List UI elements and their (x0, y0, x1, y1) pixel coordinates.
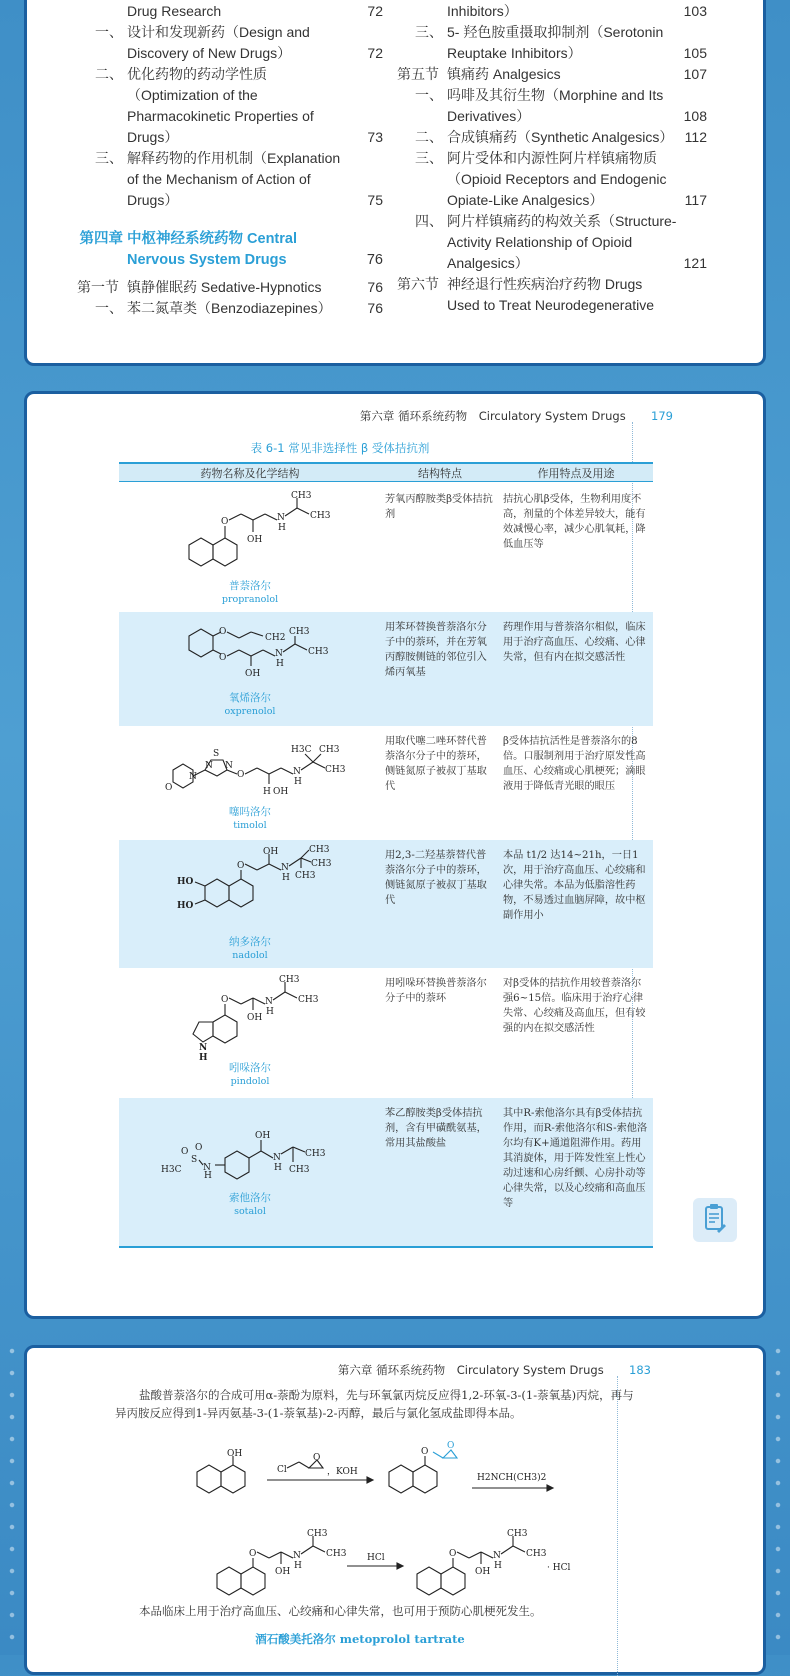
svg-text:CH3: CH3 (325, 765, 346, 775)
svg-text:N: N (203, 1163, 211, 1173)
toc-entry-title: 阿片样镇痛药的构效关系（Structure-Activity Relationship of Opioid Analgesics） (447, 213, 677, 271)
toc-entry[interactable] (397, 211, 707, 274)
toc-entry-page: 76 (367, 300, 383, 316)
svg-text:H: H (278, 523, 286, 533)
toc-right-column (397, 1, 707, 316)
toc-entry-marker: 第六节 (397, 276, 439, 292)
svg-text:CH3: CH3 (305, 1149, 326, 1159)
svg-text:O: O (237, 861, 245, 871)
table-title: 表 6-1 常见非选择性 β 受体拮抗剂 (250, 441, 430, 455)
toc-entry[interactable] (397, 1, 707, 22)
toc-entry-title: 中枢神经系统药物 Central Nervous System Drugs (127, 231, 297, 268)
svg-text:N: N (281, 863, 289, 873)
section-heading: 酒石酸美托洛尔 metoprolol tartrate (255, 1632, 465, 1646)
drug-name-en: oxprenolol (224, 706, 276, 717)
svg-text:O: O (449, 1549, 457, 1559)
svg-text:O: O (221, 995, 229, 1005)
toc-entry-page: 76 (366, 252, 383, 268)
uses-cell: β受体拮抗活性是普萘洛尔的8倍。口服制剂用于治疗原发性高血压、心绞痛或心肌梗死；滴眼液用于降低青光眼的眼压 (503, 736, 646, 792)
synthesis-page-card (24, 1345, 766, 1675)
structure-cell (119, 484, 381, 612)
toc-page-card (24, 0, 766, 366)
toc-entry-marker: 四、 (415, 213, 443, 229)
drug-name-en: propranolol (221, 594, 279, 605)
toc-entry-title: 优化药物的药动学性质（Optimization of the Pharmacokinetic Properties of Drugs） (127, 66, 314, 145)
svg-text:OH: OH (247, 535, 263, 545)
svg-text:O: O (447, 1441, 455, 1451)
toc-entry-title: 合成镇痛药（Synthetic Analgesics） (447, 129, 674, 145)
features-cell: 芳氧丙醇胺类β受体拮抗剂 (385, 494, 493, 520)
svg-text:OH: OH (273, 787, 289, 797)
svg-text:OH: OH (227, 1449, 243, 1459)
svg-text:O: O (165, 783, 173, 793)
reagent-hcl: HCl (367, 1553, 385, 1563)
toc-entry-marker: 二、 (95, 66, 123, 82)
toc-entry-marker: 一、 (95, 24, 123, 40)
toc-entry-title: 阿片受体和内源性阿片样镇痛物质（Opioid Receptors and Endogenic Opiate-Like Analgesics） (447, 150, 667, 208)
table-row (119, 968, 653, 1098)
toc-entry[interactable] (77, 229, 383, 271)
drug-name-cn: 吲哚洛尔 (229, 1062, 271, 1074)
svg-text:CH3: CH3 (309, 845, 330, 855)
svg-text:H: H (294, 777, 302, 787)
toc-entry-page: 105 (683, 45, 707, 61)
decorative-dots (8, 1340, 16, 1655)
drug-name-en: nadolol (232, 950, 268, 961)
toc-entry-title: Drug Research (127, 3, 222, 19)
svg-text:CH3: CH3 (311, 859, 332, 869)
toc-entry-title: 镇静催眠药 Sedative-Hypnotics (127, 279, 322, 295)
table-row (119, 840, 653, 968)
svg-text:H: H (294, 1561, 302, 1571)
running-head-english: Circulatory System Drugs (478, 409, 626, 423)
svg-text:OH: OH (263, 847, 279, 857)
svg-text:CH3: CH3 (307, 1529, 328, 1539)
table-bottom-rule (119, 1246, 653, 1248)
toc-left-column (77, 1, 383, 319)
toc-entry-page: 121 (683, 255, 707, 271)
toc-entry-page: 76 (367, 279, 383, 295)
svg-text:CH3: CH3 (326, 1549, 347, 1559)
svg-text:N: N (189, 772, 197, 782)
nadolol-structure (159, 846, 359, 936)
toc-entry-title: 吗啡及其衍生物（Morphine and Its Derivatives） (447, 87, 664, 124)
toc-entry-page: 75 (367, 192, 383, 208)
svg-text:OH: OH (245, 669, 261, 679)
uses-cell: 药理作用与普萘洛尔相似，临床用于治疗高血压、心绞痛、心律失常，但有内在拟交感活性 (503, 622, 646, 663)
table-row (119, 1098, 653, 1246)
header-structure: 药物名称及化学结构 (200, 466, 300, 480)
table-row (119, 726, 653, 840)
table-row (119, 484, 653, 612)
svg-text:OH: OH (275, 1567, 291, 1577)
svg-text:O: O (313, 1453, 321, 1463)
drug-name-cn: 噻吗洛尔 (229, 806, 271, 818)
toc-entry-marker: 二、 (415, 129, 443, 145)
svg-text:HO: HO (177, 877, 194, 887)
svg-text:H: H (199, 1053, 208, 1063)
hcl-salt-label: · HCl (547, 1563, 571, 1573)
svg-text:O: O (181, 1147, 189, 1157)
toc-entry-marker: 一、 (95, 300, 123, 316)
svg-text:CH3: CH3 (298, 995, 319, 1005)
toc-entry-page: 108 (683, 108, 707, 124)
structure-cell (119, 840, 381, 968)
svg-text:N: N (493, 1551, 501, 1561)
toc-entry[interactable] (397, 274, 707, 316)
drug-name-cn: 纳多洛尔 (229, 936, 271, 948)
svg-text:OH: OH (255, 1131, 271, 1141)
toc-entry-title: 苯二氮䓬类（Benzodiazepines） (127, 300, 332, 316)
svg-text:N: N (275, 649, 283, 659)
svg-text:CH3: CH3 (308, 647, 329, 657)
header-uses: 作用特点及用途 (537, 466, 615, 480)
toc-entry-page: 72 (367, 45, 383, 61)
toc-entry[interactable] (77, 1, 383, 22)
header-features: 结构特点 (418, 466, 462, 480)
svg-text:CH3: CH3 (279, 975, 300, 985)
toc-entry-page: 107 (683, 66, 707, 82)
svg-text:CH3: CH3 (310, 511, 331, 521)
structure-cell (119, 612, 381, 726)
svg-text:CH3: CH3 (526, 1549, 547, 1559)
running-head (338, 1362, 651, 1378)
toc-entry[interactable] (77, 22, 383, 64)
running-head-english: Circulatory System Drugs (456, 1363, 604, 1377)
svg-text:O: O (237, 770, 245, 780)
toc-entry-marker: 三、 (415, 24, 443, 40)
toc-entry-marker: 第一节 (77, 279, 119, 295)
svg-text:H3C: H3C (291, 745, 312, 755)
drug-name-cn: 索他洛尔 (229, 1192, 271, 1204)
toc-entry-page: 112 (684, 129, 707, 145)
sotalol-structure (159, 1104, 379, 1204)
drug-name-cn: 氧烯洛尔 (229, 692, 271, 704)
toc-entry-title: 解释药物的作用机制（Explanation of the Mechanism of Action of Drugs） (127, 150, 341, 208)
running-head (360, 408, 673, 424)
running-head-chapter: 第六章 循环系统药物 (337, 1363, 446, 1377)
table-row (119, 612, 653, 726)
timolol-structure (159, 732, 379, 812)
svg-text:OH: OH (475, 1567, 491, 1577)
notepad-icon (693, 1198, 737, 1242)
toc-entry-title: Inhibitors） (447, 3, 518, 19)
beta-blocker-table (119, 462, 653, 1217)
toc-entry[interactable] (397, 148, 707, 211)
svg-text:O: O (221, 517, 229, 527)
svg-text:N: N (265, 997, 273, 1007)
toc-entry-title: 设计和发现新药（Design and Discovery of New Drugs） (127, 24, 310, 61)
toc-entry[interactable] (397, 127, 707, 148)
table-header-row (119, 462, 653, 482)
svg-text:OH: OH (247, 1013, 263, 1023)
toc-entry-marker: 第四章 (79, 231, 123, 247)
svg-text:CH3: CH3 (291, 491, 312, 501)
svg-text:H: H (263, 787, 271, 797)
svg-text:H3C: H3C (161, 1165, 182, 1175)
svg-text:S: S (191, 1155, 198, 1165)
reagent-koh: ，KOH (327, 1467, 358, 1477)
decorative-dots (774, 1340, 782, 1655)
svg-text:CH3: CH3 (507, 1529, 528, 1539)
drug-name-cn: 普萘洛尔 (229, 580, 271, 592)
svg-text:N: N (277, 513, 285, 523)
svg-text:N: N (199, 1043, 208, 1053)
svg-text:Cl: Cl (277, 1465, 287, 1475)
features-cell: 用苯环替换普萘洛尔分子中的萘环，并在芳氧丙醇胺侧链的邻位引入烯丙氧基 (385, 622, 487, 678)
drug-name-en: pindolol (230, 1076, 270, 1087)
svg-text:H: H (276, 659, 284, 669)
toc-entry[interactable] (77, 148, 383, 211)
page-number: 179 (651, 409, 673, 423)
toc-entry-title: 神经退行性疾病治疗药物 Drugs Used to Treat Neurodegenerative (447, 276, 655, 313)
reagent-isopropylamine: H2NCH(CH3)2 (477, 1473, 547, 1483)
svg-text:H: H (282, 873, 290, 883)
svg-text:N: N (273, 1153, 281, 1163)
svg-text:N: N (225, 761, 233, 771)
toc-entry-title: 镇痛药 Analgesics (447, 66, 561, 82)
svg-text:O: O (219, 653, 227, 663)
svg-text:O: O (219, 627, 227, 637)
toc-entry[interactable] (397, 64, 707, 85)
toc-entry-marker: 一、 (415, 87, 443, 103)
features-cell: 苯乙醇胺类β受体拮抗剂，含有甲磺酰氨基，常用其盐酸盐 (385, 1108, 487, 1149)
svg-text:N: N (293, 1551, 301, 1561)
toc-entry[interactable] (397, 22, 707, 64)
uses-cell: 本品 t1/2 达14~21h，一日1次，用于治疗高血压、心绞痛和心律失常。本品为低脂溶性药物，不易透过血脑屏障，故中枢副作用小 (503, 850, 646, 921)
running-head-chapter: 第六章 循环系统药物 (359, 409, 468, 423)
structure-cell (119, 726, 381, 840)
toc-entry-page: 103 (683, 3, 707, 19)
svg-text:O: O (421, 1447, 429, 1457)
propranolol-structure (159, 490, 359, 580)
svg-text:CH3: CH3 (289, 627, 310, 637)
toc-entry-marker: 第五节 (397, 66, 439, 82)
toc-entry-page: 117 (684, 192, 707, 208)
toc-entry[interactable] (77, 298, 383, 319)
svg-text:S: S (213, 749, 220, 759)
svg-text:CH3: CH3 (319, 745, 340, 755)
clinical-use-paragraph: 本品临床上用于治疗高血压、心绞痛和心律失常，也可用于预防心肌梗死发生。 (139, 1604, 542, 1618)
table-page-card (24, 391, 766, 1319)
svg-text:H: H (494, 1561, 502, 1571)
svg-text:N: N (293, 767, 301, 777)
toc-entry[interactable] (397, 85, 707, 127)
toc-entry[interactable] (77, 64, 383, 148)
oxprenolol-structure (159, 618, 359, 694)
uses-cell: 拮抗心肌β受体，生物利用度不高，剂量的个体差异较大，能有效减慢心率，减少心肌氧耗，降低血压等 (503, 494, 646, 550)
svg-text:H: H (266, 1007, 274, 1017)
toc-entry-marker: 三、 (415, 150, 443, 166)
svg-text:N: N (205, 761, 213, 771)
pindolol-structure (159, 974, 359, 1066)
svg-text:H: H (274, 1163, 282, 1173)
notes-button[interactable] (693, 1198, 737, 1242)
features-cell: 用取代噻二唑环替代普萘洛尔分子中的萘环，侧链氮原子被叔丁基取代 (385, 736, 487, 792)
features-cell: 用吲哚环替换普萘洛尔分子中的萘环 (385, 978, 487, 1004)
svg-text:H: H (204, 1171, 212, 1181)
toc-entry-page: 72 (367, 3, 383, 19)
page-number: 183 (629, 1363, 651, 1377)
svg-text:O: O (249, 1549, 257, 1559)
svg-text:HO: HO (177, 901, 194, 911)
toc-entry-title: 5- 羟色胺重摄取抑制剂（Serotonin Reuptake Inhibitors） (447, 24, 664, 61)
structure-cell (119, 1098, 381, 1246)
uses-cell: 其中R-索他洛尔具有β受体拮抗作用，而R-索他洛尔和S-索他洛尔均有K+通道阻滞作用。药用其消旋体，用于阵发性室上性心动过速和心房纤颤、心房扑动等心律失常，以及心绞痛和高血压等 (503, 1108, 648, 1209)
toc-entry-page: 73 (367, 129, 383, 145)
svg-text:CH3: CH3 (295, 871, 316, 881)
svg-text:O: O (195, 1143, 203, 1153)
synthesis-paragraph: 盐酸普萘洛尔的合成可用α-萘酚为原料，先与环氧氯丙烷反应得1,2-环氧-3-(1-萘氧基)丙烷，再与异丙胺反应得到1-异丙氨基-3-(1-萘氧基)-2-丙醇，最后与氯化氢成盐即得本品。 (115, 1388, 634, 1420)
uses-cell: 对β受体的拮抗作用较普萘洛尔强6~15倍。临床用于治疗心律失常、心绞痛及高血压，但有较强的内在拟交感活性 (503, 978, 646, 1034)
structure-cell (119, 968, 381, 1098)
svg-text:CH2: CH2 (265, 633, 286, 643)
svg-text:CH3: CH3 (289, 1165, 310, 1175)
toc-entry[interactable] (77, 277, 383, 298)
drug-name-en: timolol (233, 820, 267, 831)
toc-entry-marker: 三、 (95, 150, 123, 166)
features-cell: 用2,3-二羟基萘替代普萘洛尔分子中的萘环，侧链氮原子被叔丁基取代 (385, 850, 487, 906)
drug-name-en: sotalol (234, 1206, 266, 1217)
